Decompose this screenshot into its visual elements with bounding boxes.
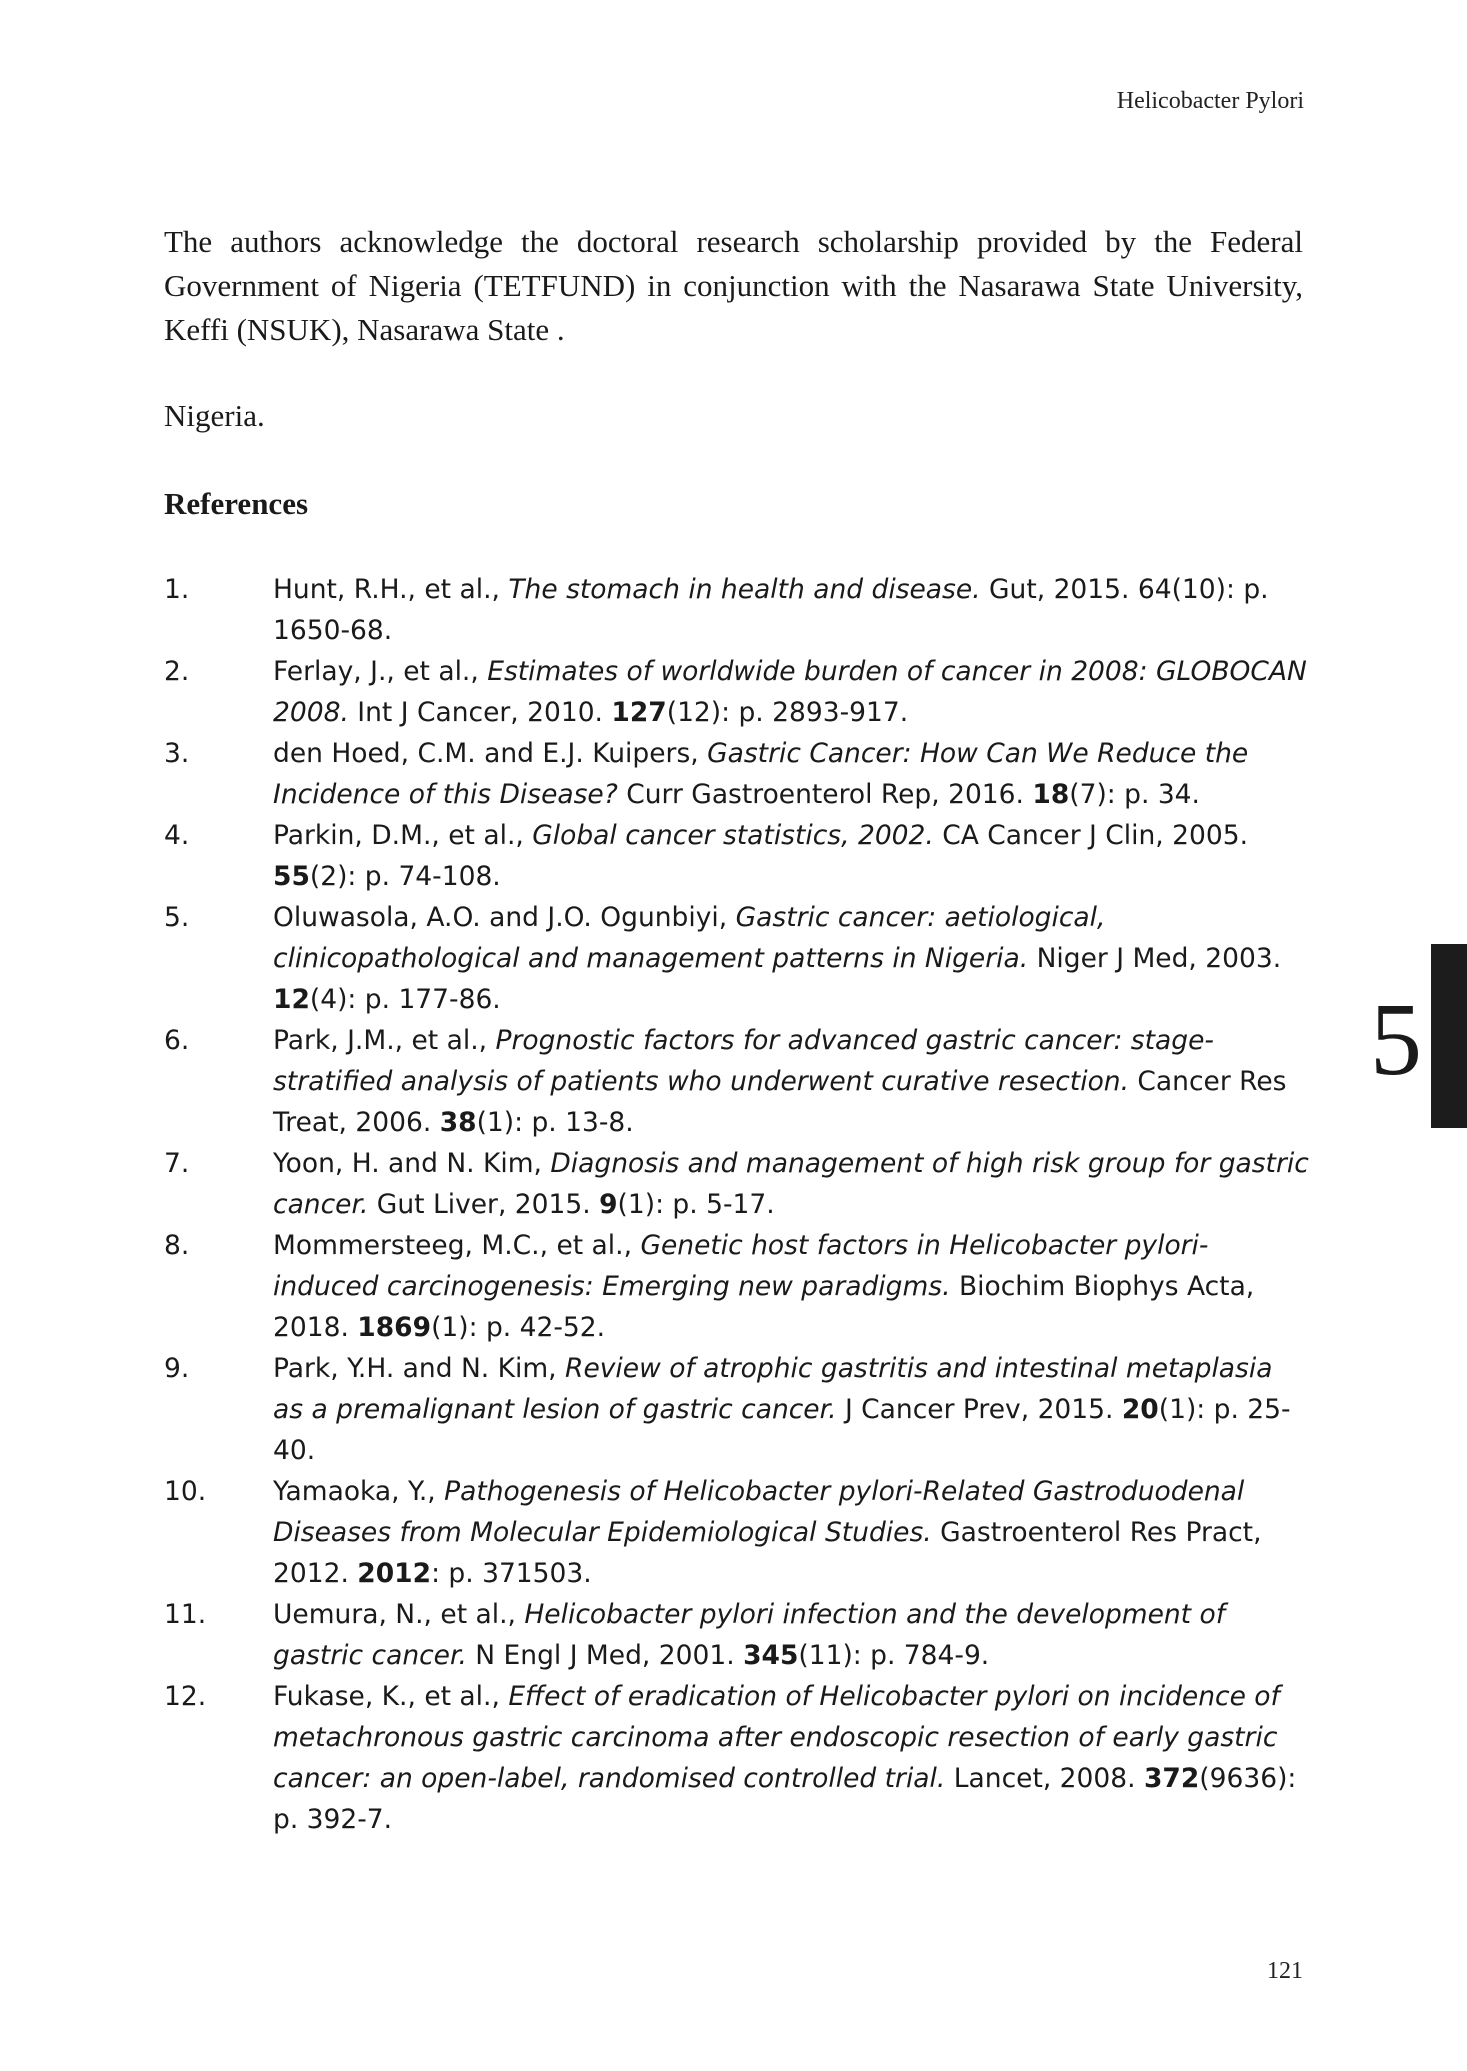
reference-journal: Gut, 2015. 64(10): p. 1650-68. xyxy=(273,574,1269,646)
reference-journal: N Engl J Med, 2001. xyxy=(466,1640,744,1671)
reference-issue-pages: (1): p. 42-52. xyxy=(431,1312,606,1343)
reference-journal: Int J Cancer, 2010. xyxy=(348,697,612,728)
reference-title: Genetic host factors in Helicobacter pylori-induced carcinogenesis: Emerging new paradigms. xyxy=(273,1230,1209,1302)
reference-number: 12. xyxy=(164,1681,207,1712)
acknowledgement-text: The authors acknowledge the doctoral research scholarship provided by the Federal Government of Nigeria (TETFUND) in conjunction with the Nasarawa State University, Keffi (NSUK), Nasarawa State . xyxy=(164,224,1303,347)
reference-authors: Uemura, N., et al., xyxy=(273,1599,525,1630)
reference-journal: Lancet, 2008. xyxy=(945,1763,1144,1794)
reference-item xyxy=(164,651,1309,733)
reference-title: The stomach in health and disease. xyxy=(508,574,981,605)
references-heading: References xyxy=(164,486,309,521)
reference-text xyxy=(273,1143,1309,1225)
reference-title: Helicobacter pylori infection and the development of gastric cancer. xyxy=(273,1599,1226,1671)
reference-item xyxy=(164,1143,1309,1225)
running-header: Helicobacter Pylori xyxy=(1116,88,1304,114)
reference-authors: Ferlay, J., et al., xyxy=(273,656,488,687)
reference-title: Effect of eradication of Helicobacter pylori on incidence of metachronous gastric carcinoma after endoscopic resection of early gastric cancer: an open-label, randomised controlled trial. xyxy=(273,1681,1280,1794)
reference-item xyxy=(164,1348,1309,1471)
reference-volume: 20 xyxy=(1121,1394,1159,1425)
reference-text xyxy=(273,1594,1309,1676)
reference-item xyxy=(164,569,1309,651)
reference-journal: Biochim Biophys Acta, 2018. xyxy=(273,1271,1255,1343)
reference-journal: Cancer Res Treat, 2006. xyxy=(273,1066,1287,1138)
reference-text xyxy=(273,1020,1309,1143)
chapter-number: 5 xyxy=(1370,982,1422,1097)
reference-authors: Yamaoka, Y., xyxy=(273,1476,445,1507)
reference-authors: Park, Y.H. and N. Kim, xyxy=(273,1353,566,1384)
reference-text xyxy=(273,569,1309,651)
reference-list xyxy=(164,569,1309,1840)
reference-item xyxy=(164,1676,1309,1840)
reference-item xyxy=(164,1020,1309,1143)
reference-journal: J Cancer Prev, 2015. xyxy=(836,1394,1122,1425)
reference-text xyxy=(273,1471,1309,1594)
reference-text xyxy=(273,1676,1309,1840)
reference-item xyxy=(164,815,1309,897)
reference-number: 6. xyxy=(164,1025,190,1056)
reference-title: Gastric cancer: aetiological, clinicopathological and management patterns in Nigeria. xyxy=(273,902,1106,974)
reference-journal: Niger J Med, 2003. xyxy=(1028,943,1282,974)
reference-number: 8. xyxy=(164,1230,190,1261)
reference-journal: Gut Liver, 2015. xyxy=(368,1189,600,1220)
reference-volume: 2012 xyxy=(357,1558,432,1589)
reference-volume: 1869 xyxy=(357,1312,432,1343)
reference-text xyxy=(273,1348,1309,1471)
reference-issue-pages: (7): p. 34. xyxy=(1069,779,1200,810)
page-number: 121 xyxy=(1267,1958,1303,1984)
reference-issue-pages: : p. 371503. xyxy=(431,1558,592,1589)
reference-authors: Yoon, H. and N. Kim, xyxy=(273,1148,551,1179)
reference-text xyxy=(273,733,1309,815)
reference-authors: Hunt, R.H., et al., xyxy=(273,574,509,605)
reference-number: 1. xyxy=(164,574,190,605)
reference-issue-pages: (2): p. 74-108. xyxy=(309,861,501,892)
reference-item xyxy=(164,1471,1309,1594)
reference-number: 2. xyxy=(164,656,190,687)
reference-title: Review of atrophic gastritis and intestinal metaplasia as a premalignant lesion of gastric cancer. xyxy=(273,1353,1273,1425)
reference-text xyxy=(273,815,1309,897)
reference-item xyxy=(164,733,1309,815)
reference-number: 10. xyxy=(164,1476,207,1507)
reference-title: Diagnosis and management of high risk group for gastric cancer. xyxy=(273,1148,1309,1220)
reference-volume: 12 xyxy=(273,984,310,1015)
reference-issue-pages: (9636): p. 392-7. xyxy=(273,1763,1297,1835)
reference-item xyxy=(164,1225,1309,1348)
reference-authors: den Hoed, C.M. and E.J. Kuipers, xyxy=(273,738,708,769)
reference-title: Estimates of worldwide burden of cancer in 2008: GLOBOCAN 2008. xyxy=(273,656,1307,728)
reference-item xyxy=(164,1594,1309,1676)
reference-authors: Fukase, K., et al., xyxy=(273,1681,509,1712)
reference-issue-pages: (12): p. 2893-917. xyxy=(666,697,909,728)
reference-volume: 345 xyxy=(743,1640,799,1671)
reference-authors: Parkin, D.M., et al., xyxy=(273,820,533,851)
reference-issue-pages: (1): p. 5-17. xyxy=(617,1189,775,1220)
reference-title: Gastric Cancer: How Can We Reduce the Incidence of this Disease? xyxy=(273,738,1249,810)
reference-journal: CA Cancer J Clin, 2005. xyxy=(933,820,1249,851)
reference-authors: Oluwasola, A.O. and J.O. Ogunbiyi, xyxy=(273,902,736,933)
reference-authors: Park, J.M., et al., xyxy=(273,1025,496,1056)
reference-volume: 9 xyxy=(599,1189,618,1220)
reference-number: 3. xyxy=(164,738,190,769)
reference-number: 7. xyxy=(164,1148,190,1179)
reference-title: Pathogenesis of Helicobacter pylori-Related Gastroduodenal Diseases from Molecular Epidemiological Studies. xyxy=(273,1476,1245,1548)
reference-text xyxy=(273,1225,1309,1348)
reference-item xyxy=(164,897,1309,1020)
reference-number: 5. xyxy=(164,902,190,933)
reference-number: 11. xyxy=(164,1599,207,1630)
reference-journal: Curr Gastroenterol Rep, 2016. xyxy=(617,779,1033,810)
reference-volume: 127 xyxy=(611,697,667,728)
reference-text xyxy=(273,651,1309,733)
reference-issue-pages: (4): p. 177-86. xyxy=(309,984,501,1015)
reference-title: Global cancer statistics, 2002. xyxy=(532,820,934,851)
reference-issue-pages: (11): p. 784-9. xyxy=(798,1640,990,1671)
acknowledgement-country: Nigeria. xyxy=(164,398,265,433)
reference-issue-pages: (1): p. 13-8. xyxy=(476,1107,634,1138)
reference-number: 9. xyxy=(164,1353,190,1384)
reference-authors: Mommersteeg, M.C., et al., xyxy=(273,1230,641,1261)
reference-volume: 372 xyxy=(1143,1763,1200,1794)
reference-number: 4. xyxy=(164,820,190,851)
reference-title: Prognostic factors for advanced gastric cancer: stage-stratified analysis of patients who underwent curative resection. xyxy=(273,1025,1214,1097)
reference-text xyxy=(273,897,1309,1020)
reference-volume: 55 xyxy=(273,861,310,892)
reference-issue-pages: (1): p. 25-40. xyxy=(273,1394,1291,1466)
reference-journal: Gastroenterol Res Pract, 2012. xyxy=(273,1517,1262,1589)
reference-volume: 18 xyxy=(1032,779,1070,810)
reference-volume: 38 xyxy=(439,1107,477,1138)
chapter-tab xyxy=(1431,944,1467,1128)
